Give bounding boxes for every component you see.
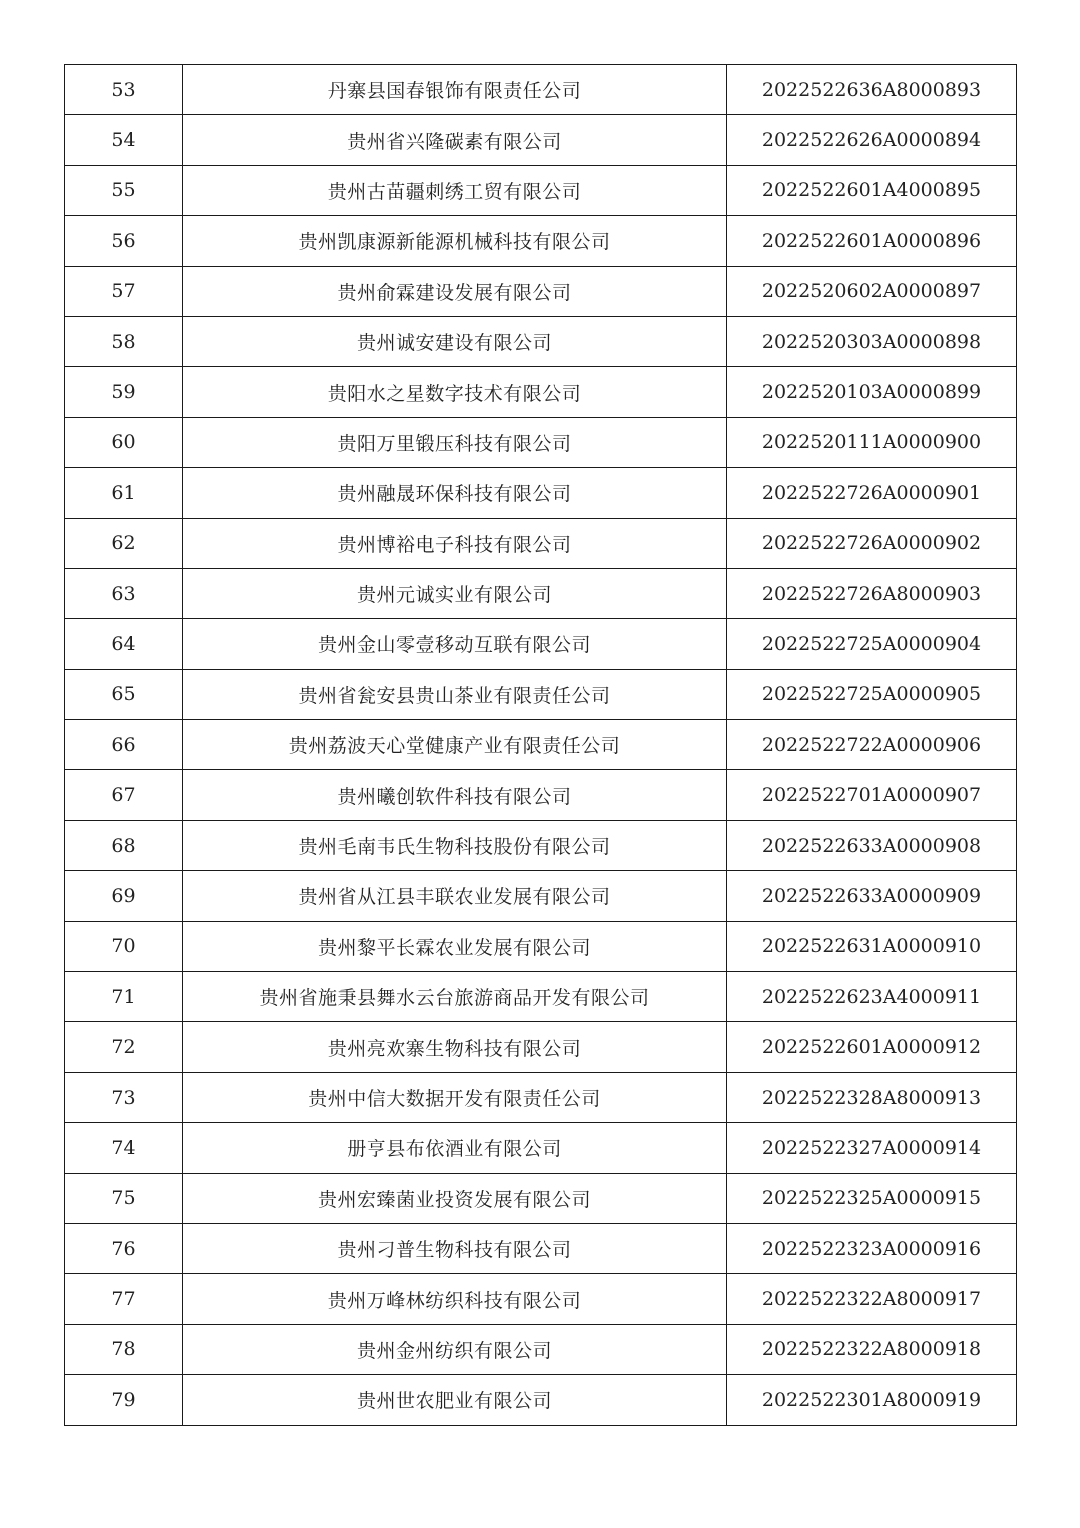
- registration-code-cell: 2022522726A0000902: [727, 518, 1017, 568]
- registration-code-cell: 2022522726A0000901: [727, 468, 1017, 518]
- company-name-cell: 贵州省施秉县舞水云台旅游商品开发有限公司: [183, 972, 727, 1022]
- company-name-cell: 贵州黎平长霖农业发展有限公司: [183, 921, 727, 971]
- table-row: [65, 871, 1017, 921]
- table-row: [65, 619, 1017, 669]
- company-name-cell: 贵州中信大数据开发有限责任公司: [183, 1072, 727, 1122]
- registration-code-cell: 2022522633A0000908: [727, 820, 1017, 870]
- row-number-cell: 58: [65, 316, 183, 366]
- company-name-cell: 贵州刁普生物科技有限公司: [183, 1223, 727, 1273]
- row-number-cell: 55: [65, 165, 183, 215]
- row-number-cell: 72: [65, 1022, 183, 1072]
- registration-code-cell: 2022522301A8000919: [727, 1375, 1017, 1425]
- row-number-cell: 61: [65, 468, 183, 518]
- registration-code-cell: 2022522725A0000904: [727, 619, 1017, 669]
- table-row: [65, 1072, 1017, 1122]
- registration-code-cell: 2022520111A0000900: [727, 417, 1017, 467]
- company-name-cell: 贵州诚安建设有限公司: [183, 316, 727, 366]
- row-number-cell: 70: [65, 921, 183, 971]
- company-name-cell: 丹寨县国春银饰有限责任公司: [183, 65, 727, 115]
- company-name-cell: 贵州古苗疆刺绣工贸有限公司: [183, 165, 727, 215]
- table-row: [65, 468, 1017, 518]
- table-row: [65, 216, 1017, 266]
- company-name-cell: 贵州毛南韦氏生物科技股份有限公司: [183, 820, 727, 870]
- row-number-cell: 71: [65, 972, 183, 1022]
- company-name-cell: 贵州万峰林纺织科技有限公司: [183, 1274, 727, 1324]
- company-name-cell: 贵州金山零壹移动互联有限公司: [183, 619, 727, 669]
- table-row: [65, 1274, 1017, 1324]
- table-row: [65, 266, 1017, 316]
- row-number-cell: 54: [65, 115, 183, 165]
- table-row: [65, 316, 1017, 366]
- company-name-cell: 贵州省兴隆碳素有限公司: [183, 115, 727, 165]
- registration-code-cell: 2022522626A0000894: [727, 115, 1017, 165]
- registration-code-cell: 2022522631A0000910: [727, 921, 1017, 971]
- registration-code-cell: 2022522601A0000896: [727, 216, 1017, 266]
- registration-code-cell: 2022522322A8000917: [727, 1274, 1017, 1324]
- row-number-cell: 76: [65, 1223, 183, 1273]
- table-row: [65, 720, 1017, 770]
- registration-code-cell: 2022522701A0000907: [727, 770, 1017, 820]
- registration-code-cell: 2022522623A4000911: [727, 972, 1017, 1022]
- table-body: [65, 65, 1017, 1426]
- registration-code-cell: 2022522722A0000906: [727, 720, 1017, 770]
- registration-code-cell: 2022522636A8000893: [727, 65, 1017, 115]
- row-number-cell: 74: [65, 1123, 183, 1173]
- table-row: [65, 820, 1017, 870]
- registration-code-cell: 2022522328A8000913: [727, 1072, 1017, 1122]
- table-row: [65, 1223, 1017, 1273]
- row-number-cell: 64: [65, 619, 183, 669]
- company-name-cell: 贵州省从江县丰联农业发展有限公司: [183, 871, 727, 921]
- table-row: [65, 568, 1017, 618]
- company-name-cell: 贵州金州纺织有限公司: [183, 1324, 727, 1374]
- row-number-cell: 57: [65, 266, 183, 316]
- table-row: [65, 165, 1017, 215]
- registration-code-cell: 2022522633A0000909: [727, 871, 1017, 921]
- table-row: [65, 1123, 1017, 1173]
- row-number-cell: 78: [65, 1324, 183, 1374]
- row-number-cell: 79: [65, 1375, 183, 1425]
- company-name-cell: 册亨县布依酒业有限公司: [183, 1123, 727, 1173]
- registration-code-cell: 2022522327A0000914: [727, 1123, 1017, 1173]
- row-number-cell: 77: [65, 1274, 183, 1324]
- table-row: [65, 367, 1017, 417]
- registration-code-cell: 2022522322A8000918: [727, 1324, 1017, 1374]
- registration-code-cell: 2022522323A0000916: [727, 1223, 1017, 1273]
- registration-code-cell: 2022520103A0000899: [727, 367, 1017, 417]
- table-row: [65, 1022, 1017, 1072]
- table-row: [65, 770, 1017, 820]
- row-number-cell: 63: [65, 568, 183, 618]
- row-number-cell: 73: [65, 1072, 183, 1122]
- company-name-cell: 贵州融晟环保科技有限公司: [183, 468, 727, 518]
- table-row: [65, 972, 1017, 1022]
- company-name-cell: 贵州宏臻菌业投资发展有限公司: [183, 1173, 727, 1223]
- company-registry-table: [64, 64, 1017, 1426]
- registration-code-cell: 2022520303A0000898: [727, 316, 1017, 366]
- table-row: [65, 669, 1017, 719]
- company-name-cell: 贵州荔波天心堂健康产业有限责任公司: [183, 720, 727, 770]
- table-row: [65, 921, 1017, 971]
- row-number-cell: 69: [65, 871, 183, 921]
- company-name-cell: 贵州世农肥业有限公司: [183, 1375, 727, 1425]
- company-name-cell: 贵州凯康源新能源机械科技有限公司: [183, 216, 727, 266]
- table-row: [65, 1173, 1017, 1223]
- registration-code-cell: 2022520602A0000897: [727, 266, 1017, 316]
- company-name-cell: 贵州曦创软件科技有限公司: [183, 770, 727, 820]
- row-number-cell: 60: [65, 417, 183, 467]
- company-name-cell: 贵州博裕电子科技有限公司: [183, 518, 727, 568]
- row-number-cell: 67: [65, 770, 183, 820]
- row-number-cell: 66: [65, 720, 183, 770]
- row-number-cell: 62: [65, 518, 183, 568]
- company-name-cell: 贵州省瓮安县贵山茶业有限责任公司: [183, 669, 727, 719]
- row-number-cell: 65: [65, 669, 183, 719]
- registration-code-cell: 2022522325A0000915: [727, 1173, 1017, 1223]
- table-row: [65, 65, 1017, 115]
- table-row: [65, 1375, 1017, 1425]
- table-row: [65, 1324, 1017, 1374]
- row-number-cell: 75: [65, 1173, 183, 1223]
- company-name-cell: 贵州俞霖建设发展有限公司: [183, 266, 727, 316]
- row-number-cell: 53: [65, 65, 183, 115]
- row-number-cell: 59: [65, 367, 183, 417]
- table-row: [65, 115, 1017, 165]
- table-row: [65, 417, 1017, 467]
- table-row: [65, 518, 1017, 568]
- company-name-cell: 贵州亮欢寨生物科技有限公司: [183, 1022, 727, 1072]
- registration-code-cell: 2022522726A8000903: [727, 568, 1017, 618]
- company-name-cell: 贵阳水之星数字技术有限公司: [183, 367, 727, 417]
- company-name-cell: 贵州元诚实业有限公司: [183, 568, 727, 618]
- company-name-cell: 贵阳万里锻压科技有限公司: [183, 417, 727, 467]
- row-number-cell: 56: [65, 216, 183, 266]
- row-number-cell: 68: [65, 820, 183, 870]
- registration-code-cell: 2022522601A0000912: [727, 1022, 1017, 1072]
- registration-code-cell: 2022522601A4000895: [727, 165, 1017, 215]
- registration-code-cell: 2022522725A0000905: [727, 669, 1017, 719]
